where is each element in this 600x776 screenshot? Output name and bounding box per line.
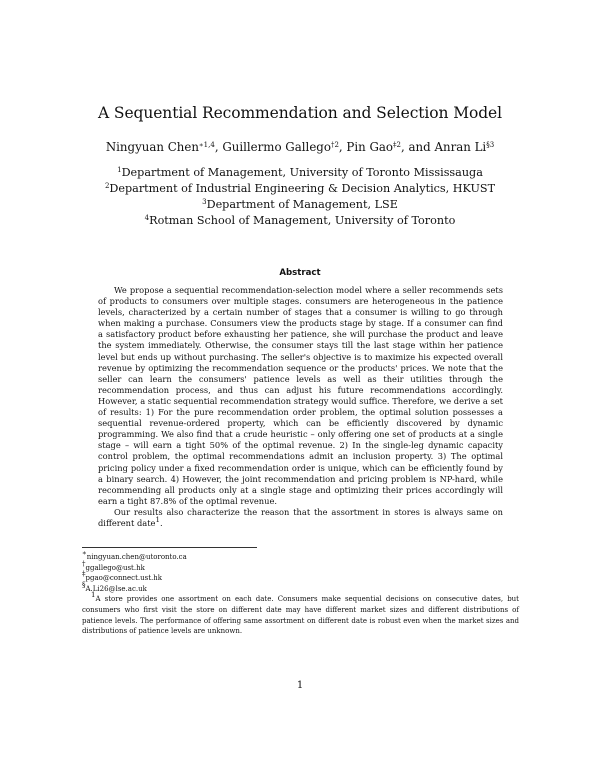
- author: Anran Li$^{\S 3}$: [434, 140, 495, 154]
- footnote: $^1$A store provides one assortment on each date. Consumers make sequential decisions on consecutive dates, but consumers who first visit the store on different date may have different market sizes and different distributions of patience levels. The performance of offering same assortment on different date is robust even when the market sizes and distributions of patience levels are unknown.: [82, 591, 519, 636]
- affiliation: $^4$Rotman School of Management, University of Toronto: [144, 214, 456, 227]
- page-number: 1: [296, 680, 304, 691]
- footnote: ∗ningyuan.chen@utoronto.ca: [82, 549, 187, 561]
- author: Ningyuan Chen$^{∗1,4}$,: [105, 140, 223, 154]
- paper-title: A Sequential Recommendation and Selection Model: [98, 104, 502, 122]
- affiliation: $^2$Department of Industrial Engineering & Decision Analytics, HKUST: [104, 182, 496, 195]
- author: Pin Gao$^{\ddagger 2}$, and: [346, 140, 435, 154]
- author: Guillermo Gallego$^{\dagger 2}$,: [222, 140, 347, 154]
- footnote-rule: [82, 547, 257, 548]
- footnote: ‡pgao@connect.ust.hk: [82, 570, 162, 583]
- author-list: [0, 140, 600, 154]
- abstract-body: [98, 285, 503, 529]
- footnote: †ggallego@ust.hk: [82, 559, 145, 572]
- abstract-paragraph: Our results also characterize the reason that the assortment in stores is always same on different date$^1$.: [98, 506, 503, 528]
- affiliation: $^3$Department of Management, LSE: [202, 198, 398, 211]
- footnotes: [82, 549, 519, 637]
- affiliation: $^1$Department of Management, University of Toronto Mississauga: [117, 166, 483, 179]
- abstract-paragraph: We propose a sequential recommendation-selection model where a seller recommends sets of products to consumers over multiple stages. consumers are heterogeneous in the patience levels, characterized by a certain number of stages that a consumer is willing to go through when making a purchase. Consumers view the products stage by stage. If a consumer can find a satisfactory product before exhausting her patience, she will purchase the product and leave the system immediately. Otherwise, the consumer stays till the last stage within her patience level but ends up without purchasing. The seller's objective is to maximize his expected overall revenue by optimizing the recommendation sequence or the products' prices. We note that the seller can learn the consumers' patience levels as well as their utilities through the recommendation process, and thus can adjust his future recommendations accordingly. However, a static sequential recommendation strategy would suffice. Therefore, we derive a set of results: 1) For the pure recommendation order problem, the optimal solution possesses a sequential revenue-ordered property, which can be efficiently discovered by dynamic programming. We also find that a crude heuristic – only offering one set of products at a single stage – will earn a tight 50% of the optimal revenue. 2) In the single-leg dynamic capacity control problem, the optimal recommendations admit an inclusion property. 3) The optimal pricing policy under a fixed recommendation order is unique, which can be efficiently found by a binary search. 4) However, the joint recommendation and pricing problem is NP-hard, while recommending all products only at a single stage and optimizing their prices accordingly will earn a tight 87.8% of the optimal revenue.: [98, 285, 503, 506]
- footnote: §A.Li26@lse.ac.uk: [82, 580, 147, 593]
- abstract-heading: Abstract: [279, 268, 321, 278]
- affiliations: [0, 165, 600, 229]
